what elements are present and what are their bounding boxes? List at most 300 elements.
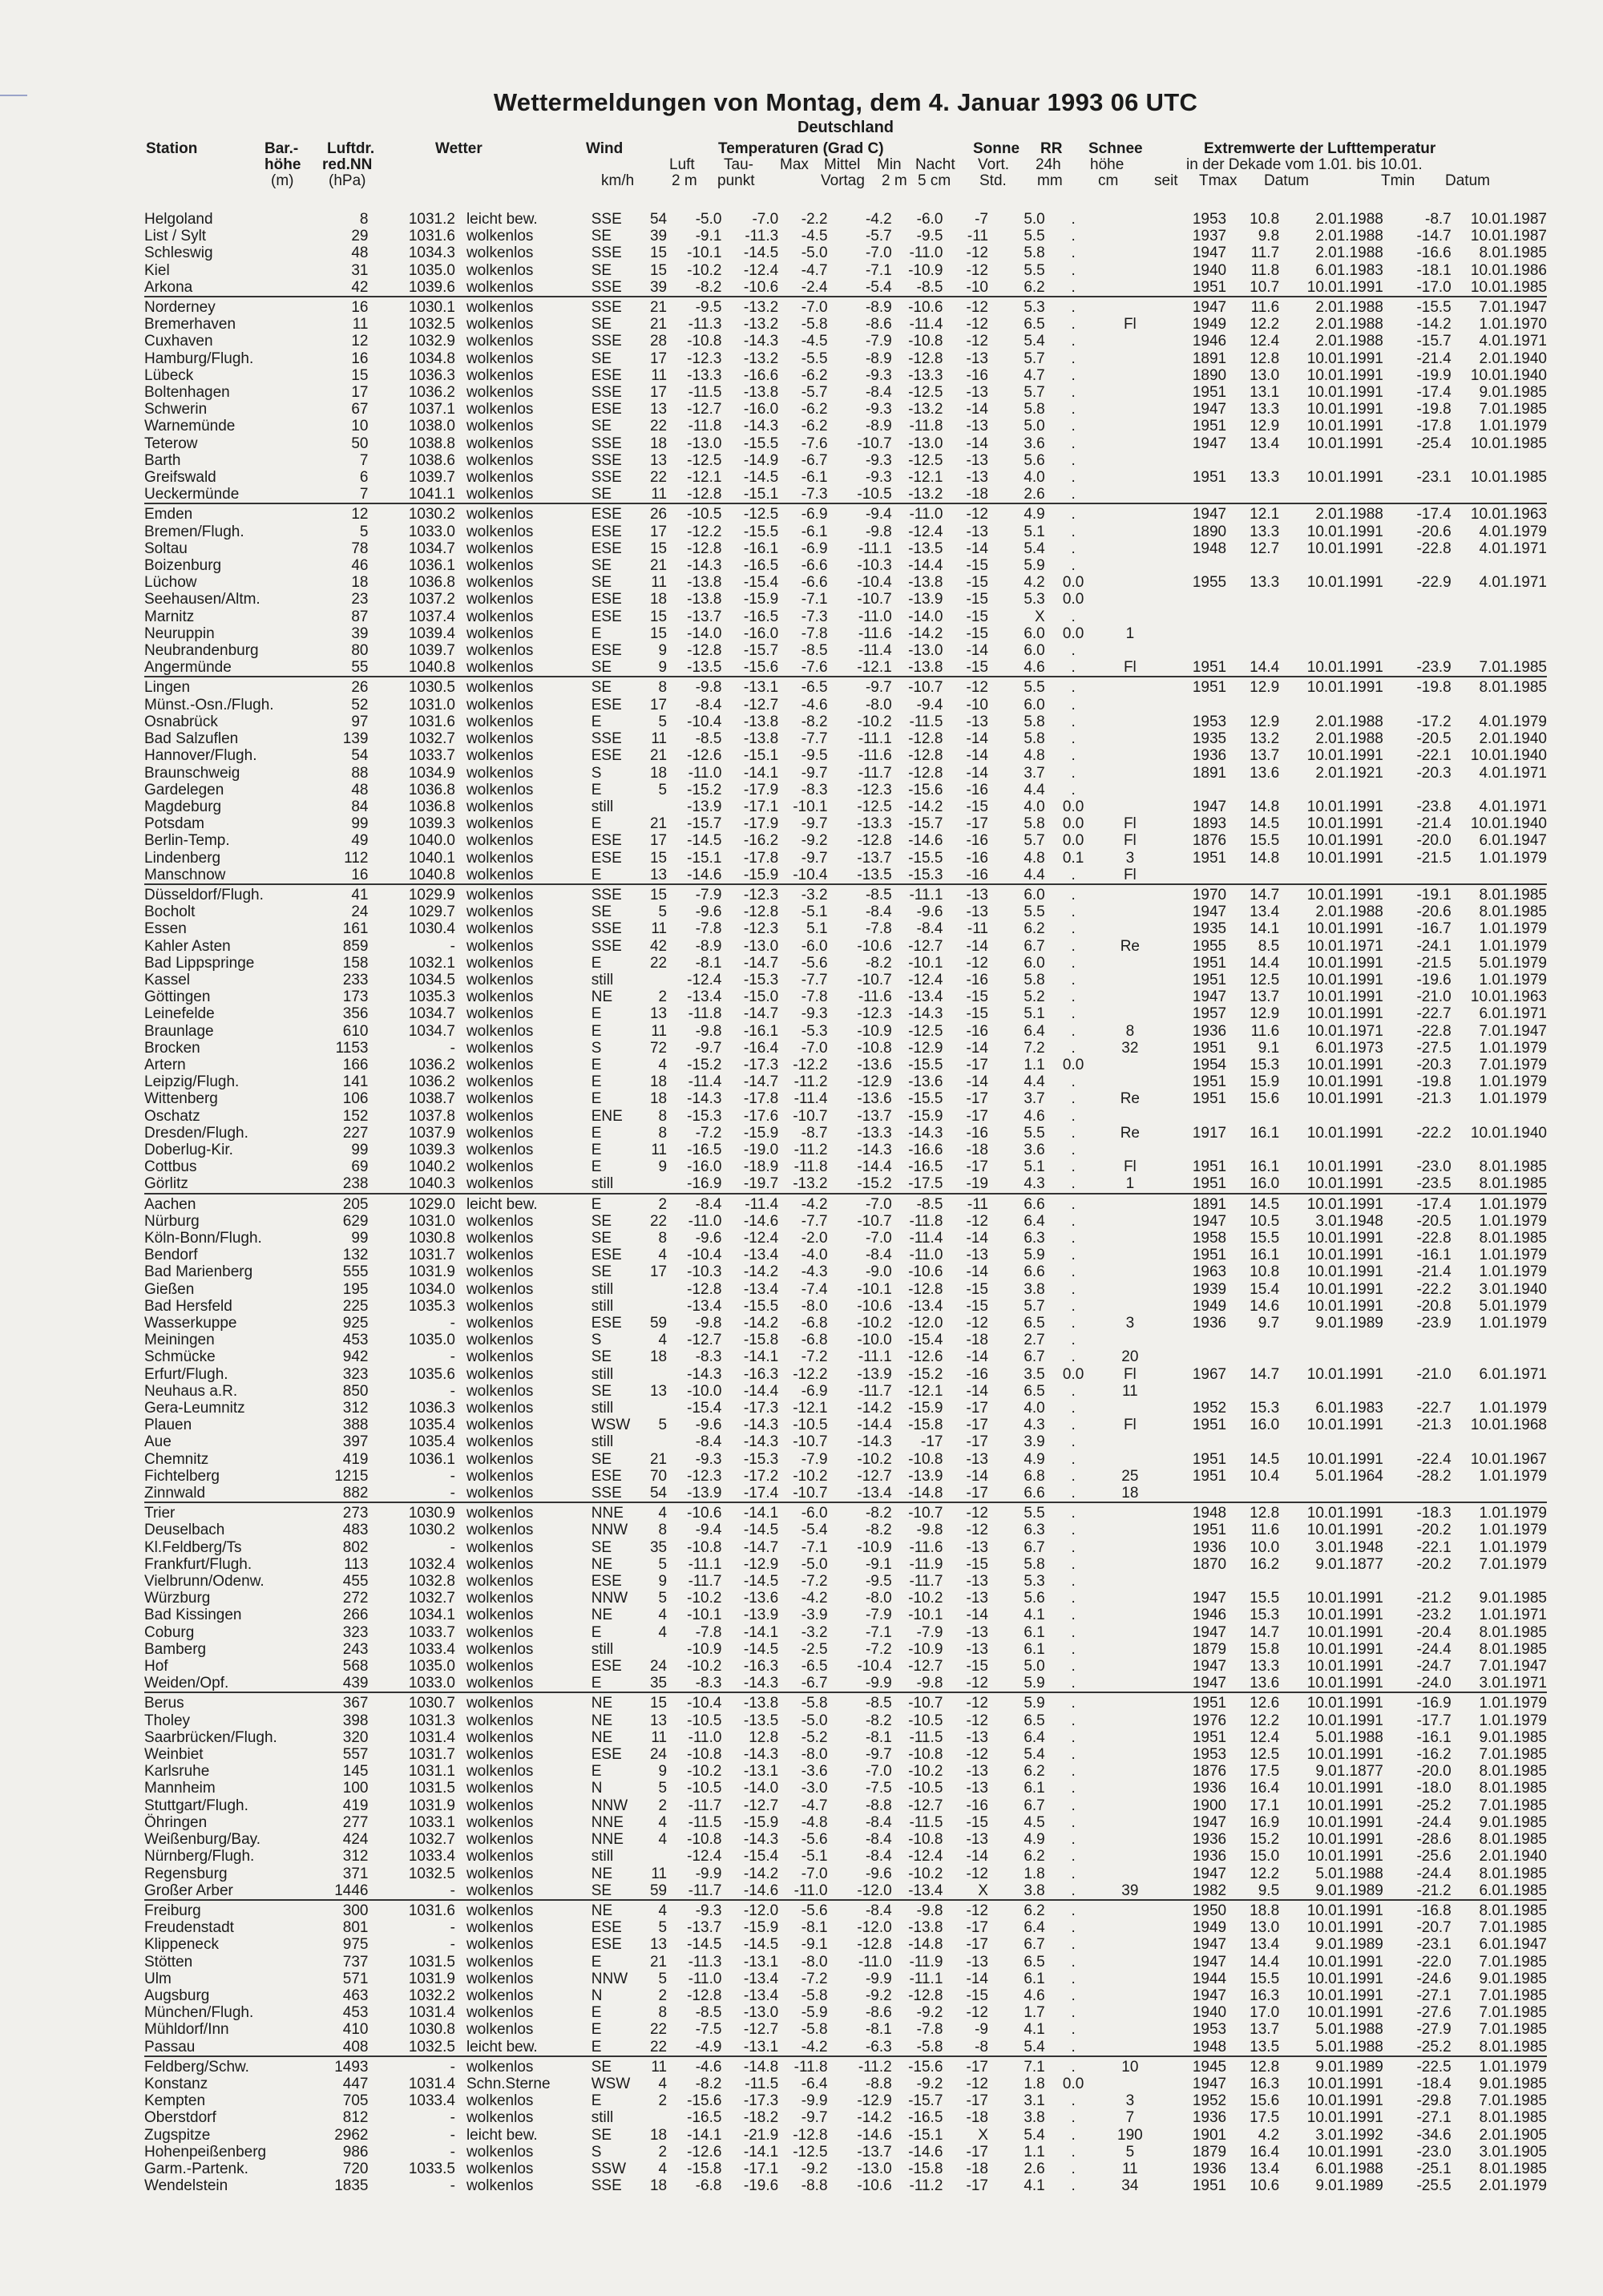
temp-max-cell: -9.7	[801, 2109, 828, 2127]
snow-depth-cell	[1101, 228, 1158, 245]
snow-depth-cell: 3	[1125, 2092, 1135, 2110]
baro-height-cell: 99	[351, 1229, 369, 1247]
precip-24h-cell: .	[1071, 2004, 1076, 2022]
temp-mean-prev-cell: -14.4	[857, 1417, 892, 1434]
record-since-cell: 1951	[1192, 278, 1227, 296]
record-since-cell: 1890	[1192, 366, 1227, 384]
dewpoint-cell: -12.4	[743, 261, 779, 279]
dewpoint-cell: -13.0	[743, 2004, 779, 2022]
weather-cell: wolkenlos	[466, 747, 534, 765]
hdr-hoehe: höhe	[264, 156, 301, 173]
tmax-cell: 10.8	[1250, 211, 1280, 228]
tmin-cell: -28.2	[1416, 1467, 1452, 1485]
station-cell: List / Sylt	[144, 228, 207, 245]
record-since-cell: 1951	[1192, 1175, 1227, 1193]
baro-height-cell: 410	[342, 2021, 369, 2039]
tmin-date-cell: 4.01.1971	[1479, 540, 1547, 557]
temp-max-cell: -7.0	[778, 297, 827, 316]
temp-night-5cm-cell: -15	[966, 1280, 988, 1298]
record-since-cell	[1158, 608, 1226, 625]
station-cell: Nürburg	[144, 1212, 200, 1230]
snow-depth-cell	[1101, 486, 1158, 503]
station-cell: Mannheim	[144, 1780, 216, 1797]
sunshine-cell: 4.0	[1024, 1400, 1045, 1417]
tmax-cell: 18.8	[1226, 1900, 1279, 1919]
temp-max-cell: -6.0	[778, 1502, 827, 1522]
temp-max-cell: -7.7	[801, 971, 828, 988]
temp-mean-prev-cell: -12.0	[857, 1882, 892, 1899]
wind-dir-cell: SSE	[591, 1485, 622, 1502]
temp-min-cell: -13.4	[908, 1297, 943, 1315]
temp-night-5cm-cell: -13	[966, 469, 988, 487]
record-since-cell: 1950	[1158, 1900, 1226, 1919]
wind-speed-cell: 72	[649, 1039, 668, 1057]
column-header-block	[144, 137, 1547, 211]
tmax-cell: 12.2	[1250, 316, 1280, 333]
hdr-dekade: in der Dekade vom 1.01. bis 10.01.	[1186, 156, 1423, 173]
precip-24h-cell: .	[1071, 1124, 1076, 1142]
temp-min-cell: -12.8	[908, 764, 943, 782]
temp-max-cell: -9.3	[801, 1005, 828, 1023]
station-cell: Warnemünde	[144, 418, 236, 435]
air-temp-cell: -10.4	[687, 1247, 722, 1264]
tmax-cell	[1226, 1573, 1279, 1590]
temp-mean-prev-cell: -5.4	[865, 278, 892, 296]
sunshine-cell: 4.1	[1024, 2021, 1045, 2039]
wind-dir-cell: ESE	[591, 832, 622, 850]
temp-max-cell: -6.4	[801, 2075, 828, 2092]
air-temp-cell: -10.9	[687, 1640, 722, 1658]
temp-mean-prev-cell: -12.3	[857, 1005, 892, 1023]
wind-speed-cell: 8	[658, 1229, 668, 1247]
tmax-cell: 13.0	[1250, 1919, 1280, 1937]
pressure-cell: -	[450, 1882, 455, 1899]
baro-height-cell: 52	[351, 696, 369, 713]
weather-cell: wolkenlos	[455, 503, 592, 523]
tmin-date-cell: 1.01.1979	[1479, 937, 1547, 955]
precip-24h-cell: .	[1071, 920, 1076, 938]
tmin-cell: -23.9	[1416, 1315, 1452, 1332]
dewpoint-cell: -21.9	[743, 2126, 779, 2144]
station-cell: Oschatz	[144, 1107, 200, 1125]
temp-night-5cm-cell: X	[978, 1882, 988, 1899]
sunshine-cell: 4.4	[1024, 781, 1045, 798]
station-row	[144, 815, 1547, 832]
tmin-cell: -16.7	[1416, 920, 1452, 938]
tmin-cell: -15.5	[1383, 297, 1452, 316]
baro-height-cell: 419	[342, 1797, 369, 1814]
snow-depth-cell	[1101, 1797, 1158, 1814]
record-since-cell	[1158, 591, 1226, 608]
station-row	[144, 2144, 1547, 2161]
precip-24h-cell: .	[1071, 1247, 1076, 1264]
baro-height-cell: 942	[342, 1348, 369, 1366]
station-row	[144, 2092, 1547, 2109]
pressure-cell: 1036.8	[408, 798, 455, 815]
baro-height-cell: 6	[359, 469, 369, 487]
pressure-cell: 1033.1	[408, 1813, 455, 1831]
weather-cell: leicht bew.	[466, 211, 538, 228]
wind-dir-cell: S	[591, 1332, 602, 1349]
snow-depth-cell: 1	[1125, 625, 1135, 642]
temp-night-5cm-cell: -16	[966, 866, 988, 883]
tmin-cell: -16.1	[1416, 1728, 1452, 1746]
precip-24h-cell: .	[1071, 937, 1076, 955]
tmax-cell: 12.8	[1226, 2056, 1279, 2076]
snow-depth-cell: 190	[1117, 2126, 1143, 2144]
baro-height-cell: 925	[342, 1315, 369, 1332]
temp-mean-prev-cell: -12.1	[857, 659, 892, 677]
temp-min-cell: -12.9	[908, 1039, 943, 1057]
tmin-cell: -17.7	[1416, 1712, 1452, 1729]
dewpoint-cell: -17.4	[743, 1485, 779, 1502]
air-temp-cell: -12.8	[687, 540, 722, 557]
dewpoint-cell: -16.5	[743, 608, 779, 625]
temp-max-cell: -8.3	[801, 781, 828, 798]
tmax-cell: 17.5	[1250, 2109, 1280, 2127]
snow-depth-cell: 11	[1121, 2160, 1138, 2177]
tmin-date-cell: 1.01.1979	[1479, 1522, 1547, 1539]
weather-cell: wolkenlos	[466, 1555, 534, 1573]
hdr-nacht2: 5 cm	[918, 172, 951, 189]
snow-depth-cell: Fl	[1123, 832, 1137, 850]
weather-cell: wolkenlos	[466, 849, 534, 867]
temp-mean-prev-cell: -12.8	[857, 1936, 892, 1954]
wind-dir-cell: NNW	[591, 1590, 628, 1607]
tmin-cell	[1383, 625, 1452, 642]
snow-depth-cell	[1101, 452, 1158, 469]
wind-dir-cell: SSE	[591, 384, 622, 402]
snow-depth-cell	[1101, 955, 1158, 972]
wind-dir-cell: S	[591, 2143, 602, 2161]
wind-speed-cell: 22	[649, 2038, 668, 2055]
baro-height-cell: 233	[342, 971, 369, 988]
tmax-date-cell: 3.01.1948	[1315, 1538, 1383, 1556]
tmax-date-cell: 9.01.1877	[1315, 1763, 1383, 1781]
baro-height-cell: 54	[351, 747, 369, 765]
tmax-date-cell: 10.01.1991	[1306, 1522, 1383, 1539]
temp-min-cell: -10.2	[908, 1590, 943, 1607]
snow-depth-cell: 3	[1125, 1315, 1135, 1332]
tmin-cell: -21.2	[1416, 1882, 1452, 1899]
snow-depth-cell	[1101, 1400, 1158, 1417]
baro-height-cell: 300	[319, 1900, 368, 1919]
precip-24h-cell: .	[1071, 1158, 1076, 1176]
weather-cell: wolkenlos	[466, 435, 534, 452]
record-since-cell	[1158, 1433, 1226, 1450]
snow-depth-cell	[1101, 523, 1158, 540]
wind-dir-cell: N	[591, 1987, 603, 2004]
wind-dir-cell: ESE	[591, 642, 622, 660]
temp-min-cell: -11.7	[909, 1573, 943, 1591]
wind-speed-cell: 9	[658, 1763, 668, 1781]
tmin-date-cell: 9.01.1985	[1479, 1590, 1547, 1607]
tmax-cell	[1226, 1348, 1279, 1365]
sunshine-cell: 4.0	[1024, 798, 1045, 815]
station-row	[144, 1125, 1547, 1142]
tmin-cell: -25.2	[1416, 1797, 1452, 1814]
sunshine-cell: 6.4	[1024, 1919, 1045, 1937]
sunshine-cell: 5.4	[1024, 2126, 1045, 2144]
tmax-date-cell: 10.01.1991	[1306, 384, 1383, 402]
record-since-cell: 1935	[1192, 730, 1227, 748]
wind-dir-cell: E	[591, 1124, 602, 1142]
precip-24h-cell: .	[1071, 1433, 1076, 1451]
wind-speed-cell: 15	[649, 849, 668, 867]
tmax-cell: 15.0	[1250, 1848, 1280, 1866]
sunshine-cell: 4.3	[1024, 1175, 1045, 1193]
station-row	[144, 1882, 1547, 1900]
record-since-cell	[1158, 557, 1226, 574]
tmax-date-cell: 10.01.1991	[1306, 2004, 1383, 2022]
wind-dir-cell: SSE	[591, 278, 622, 296]
temp-night-5cm-cell: -12	[966, 1522, 988, 1539]
station-row	[144, 211, 1547, 228]
pressure-cell: -	[450, 1348, 455, 1366]
temp-min-cell: -14.8	[908, 1485, 943, 1502]
baro-height-cell: 439	[342, 1675, 369, 1692]
weather-cell: wolkenlos	[466, 1831, 534, 1849]
precip-24h-cell: 0.0	[1062, 798, 1084, 815]
air-temp-cell: -7.8	[695, 920, 722, 938]
pressure-cell: 1033.7	[408, 747, 455, 765]
weather-cell: Schn.Sterne	[466, 2075, 551, 2092]
tmin-date-cell	[1452, 486, 1547, 503]
precip-24h-cell: .	[1071, 469, 1076, 487]
dewpoint-cell: -15.9	[743, 1813, 779, 1831]
tmin-date-cell: 1.01.1979	[1479, 1538, 1547, 1556]
tmax-date-cell: 5.01.1988	[1315, 1865, 1383, 1882]
wind-speed-cell: 2	[639, 1194, 667, 1213]
wind-dir-cell: S	[591, 764, 602, 782]
record-since-cell	[1158, 782, 1226, 798]
record-since-cell: 1951	[1192, 384, 1227, 402]
station-row	[144, 1848, 1547, 1865]
sunshine-cell: 7.2	[1024, 1039, 1045, 1057]
temp-night-5cm-cell: -13	[966, 1728, 988, 1746]
precip-24h-cell: .	[1071, 1348, 1076, 1366]
tmax-cell	[1226, 1485, 1279, 1502]
tmax-date-cell: 2.01.1988	[1315, 228, 1383, 245]
precip-24h-cell: .	[1071, 1953, 1076, 1971]
air-temp-cell: -9.8	[695, 1022, 722, 1040]
station-cell: Gera-Leumnitz	[144, 1400, 245, 1417]
temp-night-5cm-cell: -14	[966, 1073, 988, 1091]
record-since-cell: 1963	[1192, 1263, 1227, 1281]
sunshine-cell: 6.2	[1024, 1848, 1045, 1866]
precip-24h-cell: .	[1071, 713, 1076, 730]
pressure-cell: 1031.1	[408, 1763, 455, 1781]
station-row	[144, 384, 1547, 401]
station-row	[144, 1919, 1547, 1936]
pressure-cell: -	[450, 1936, 455, 1954]
tmax-date-cell: 10.01.1991	[1306, 815, 1383, 833]
dewpoint-cell: -14.2	[743, 1865, 779, 1882]
tmax-date-cell: 10.01.1991	[1306, 920, 1383, 938]
station-cell: Zugspitze	[144, 2126, 211, 2144]
wind-dir-cell: SE	[591, 1882, 612, 1899]
temp-night-5cm-cell: -12	[966, 261, 988, 279]
wind-dir-cell: still	[591, 1848, 614, 1866]
temp-min-cell: -9.8	[916, 1522, 943, 1539]
sunshine-cell: 6.7	[1024, 1936, 1045, 1954]
temp-night-5cm-cell: -17	[966, 1433, 988, 1451]
baro-height-cell: 55	[351, 659, 369, 677]
wind-speed-cell: 35	[649, 1538, 668, 1556]
report-subtitle: Deutschland	[797, 119, 894, 136]
record-since-cell: 1951	[1192, 1467, 1227, 1485]
station-cell: Lingen	[144, 677, 319, 696]
sunshine-cell: 6.6	[1024, 1263, 1045, 1281]
tmin-cell	[1383, 1433, 1452, 1450]
station-row	[144, 523, 1547, 540]
tmax-date-cell: 9.01.1989	[1315, 2177, 1383, 2195]
temp-mean-prev-cell: -8.2	[828, 1502, 892, 1522]
tmax-cell: 15.9	[1250, 1073, 1280, 1091]
tmax-date-cell: 10.01.1991	[1306, 1953, 1383, 1971]
tmax-date-cell: 10.01.1991	[1306, 1746, 1383, 1764]
tmin-cell: -19.8	[1416, 401, 1452, 418]
temp-mean-prev-cell: -12.3	[857, 781, 892, 798]
pressure-cell: -	[450, 2126, 455, 2144]
temp-night-5cm-cell: -14	[966, 435, 988, 452]
wind-speed-cell: 4	[658, 1607, 668, 1624]
snow-depth-cell	[1101, 1987, 1158, 2004]
tmin-cell: -20.5	[1416, 730, 1452, 748]
tmax-cell: 15.6	[1250, 2092, 1280, 2110]
pressure-cell: 1036.1	[408, 557, 455, 575]
tmax-date-cell: 2.01.1988	[1315, 211, 1383, 228]
dewpoint-cell: -13.8	[721, 1692, 778, 1712]
air-temp-cell: -9.6	[695, 1417, 722, 1434]
temp-max-cell: -7.2	[801, 1970, 828, 1987]
temp-night-5cm-cell: -13	[966, 1640, 988, 1658]
sunshine-cell: 3.8	[1024, 1280, 1045, 1298]
station-row	[144, 2039, 1547, 2056]
tmax-cell	[1226, 608, 1279, 625]
weather-cell: wolkenlos	[466, 2143, 534, 2161]
temp-night-5cm-cell: -14	[966, 540, 988, 557]
temp-night-5cm-cell: -14	[966, 642, 988, 660]
tmin-date-cell: 8.01.1985	[1479, 1623, 1547, 1641]
temp-max-cell: -10.4	[793, 866, 828, 883]
air-temp-cell: -10.2	[687, 1590, 722, 1607]
temp-min-cell: -9.8	[892, 1900, 943, 1919]
wind-speed-cell: 5	[658, 1919, 668, 1937]
temp-min-cell: -15.5	[908, 1090, 943, 1108]
station-cell: Boizenburg	[144, 557, 222, 575]
tmax-date-cell: 2.01.1988	[1315, 245, 1383, 262]
tmax-cell: 11.7	[1250, 245, 1280, 262]
record-since-cell: 1936	[1192, 2160, 1227, 2177]
baro-height-cell: 273	[319, 1502, 368, 1522]
temp-min-cell: -10.5	[908, 1712, 943, 1729]
air-temp-cell: -14.3	[687, 557, 722, 575]
sunshine-cell: 5.9	[1024, 1675, 1045, 1692]
station-cell: Berlin-Temp.	[144, 832, 230, 850]
tmax-cell: 16.1	[1250, 1247, 1280, 1264]
dewpoint-cell: -14.8	[721, 2056, 778, 2076]
weather-cell: wolkenlos	[466, 1417, 534, 1434]
temp-night-5cm-cell: -15	[966, 1658, 988, 1676]
station-cell: Münst.-Osn./Flugh.	[144, 696, 274, 713]
air-temp-cell: -15.2	[687, 1056, 722, 1073]
precip-24h-cell: .	[1071, 2177, 1076, 2195]
station-cell: Hamburg/Flugh.	[144, 350, 254, 367]
wind-speed-cell	[639, 2109, 667, 2126]
hdr-m: (m)	[271, 172, 294, 189]
pressure-cell: 1037.1	[408, 401, 455, 418]
temp-min-cell: -12.5	[908, 1022, 943, 1040]
tmin-cell: -24.0	[1416, 1675, 1452, 1692]
tmin-date-cell: 7.01.1947	[1479, 1658, 1547, 1676]
dewpoint-cell: -16.3	[743, 1365, 779, 1383]
temp-night-5cm-cell: -15	[966, 574, 988, 592]
temp-night-5cm-cell: -16	[966, 366, 988, 384]
tmin-date-cell: 7.01.1985	[1479, 1797, 1547, 1814]
tmax-date-cell: 10.01.1991	[1306, 1987, 1383, 2004]
wind-speed-cell: 4	[639, 1502, 667, 1522]
temp-min-cell: -12.7	[908, 1658, 943, 1676]
dewpoint-cell: -14.1	[721, 1502, 778, 1522]
baro-height-cell: 371	[342, 1865, 369, 1882]
wind-dir-cell: E	[591, 815, 602, 833]
wind-dir-cell: E	[591, 1056, 602, 1073]
air-temp-cell: -15.6	[687, 2092, 722, 2110]
tmin-date-cell: 8.01.1985	[1479, 2109, 1547, 2127]
air-temp-cell: -13.3	[687, 366, 722, 384]
wind-speed-cell: 70	[649, 1467, 668, 1485]
precip-24h-cell: .	[1071, 2109, 1076, 2127]
station-cell: Göttingen	[144, 988, 211, 1006]
station-row	[144, 591, 1547, 608]
tmax-date-cell	[1279, 1142, 1383, 1158]
air-temp-cell: -8.1	[695, 954, 722, 972]
wind-speed-cell: 11	[651, 920, 668, 938]
tmax-date-cell: 2.01.1988	[1315, 903, 1383, 921]
baro-height-cell: 7	[359, 451, 369, 469]
sunshine-cell: 5.9	[1024, 1247, 1045, 1264]
station-row	[144, 316, 1547, 333]
wind-dir-cell: E	[591, 1953, 602, 1971]
hdr-max: Max	[780, 156, 809, 173]
station-cell: Cottbus	[144, 1158, 197, 1176]
air-temp-cell: -9.3	[667, 1900, 721, 1919]
record-since-cell: 1901	[1192, 2126, 1227, 2144]
tmin-cell: -24.4	[1416, 1640, 1452, 1658]
dewpoint-cell: -14.7	[743, 1005, 779, 1023]
sunshine-cell: 5.8	[1024, 815, 1045, 833]
sunshine-cell: 5.1	[1024, 523, 1045, 540]
tmax-date-cell	[1279, 1383, 1383, 1400]
precip-24h-cell: .	[1071, 730, 1076, 748]
temp-mean-prev-cell: -10.9	[857, 1022, 892, 1040]
air-temp-cell: -11.0	[688, 1728, 722, 1746]
snow-depth-cell: Re	[1120, 937, 1140, 955]
temp-max-cell: -12.1	[793, 1400, 828, 1417]
tmax-date-cell: 3.01.1948	[1315, 1212, 1383, 1230]
snow-depth-cell	[1101, 1142, 1158, 1158]
dewpoint-cell: -13.9	[743, 1607, 779, 1624]
weather-cell: wolkenlos	[466, 1073, 534, 1091]
hdr-bar: Bar.-	[264, 140, 299, 157]
temp-min-cell: -13.3	[908, 366, 943, 384]
report-page	[144, 88, 1547, 2194]
baro-height-cell: 145	[342, 1763, 369, 1781]
temp-mean-prev-cell: -9.3	[865, 401, 892, 418]
wind-dir-cell: E	[591, 625, 602, 642]
tmax-cell: 10.0	[1250, 1538, 1280, 1556]
